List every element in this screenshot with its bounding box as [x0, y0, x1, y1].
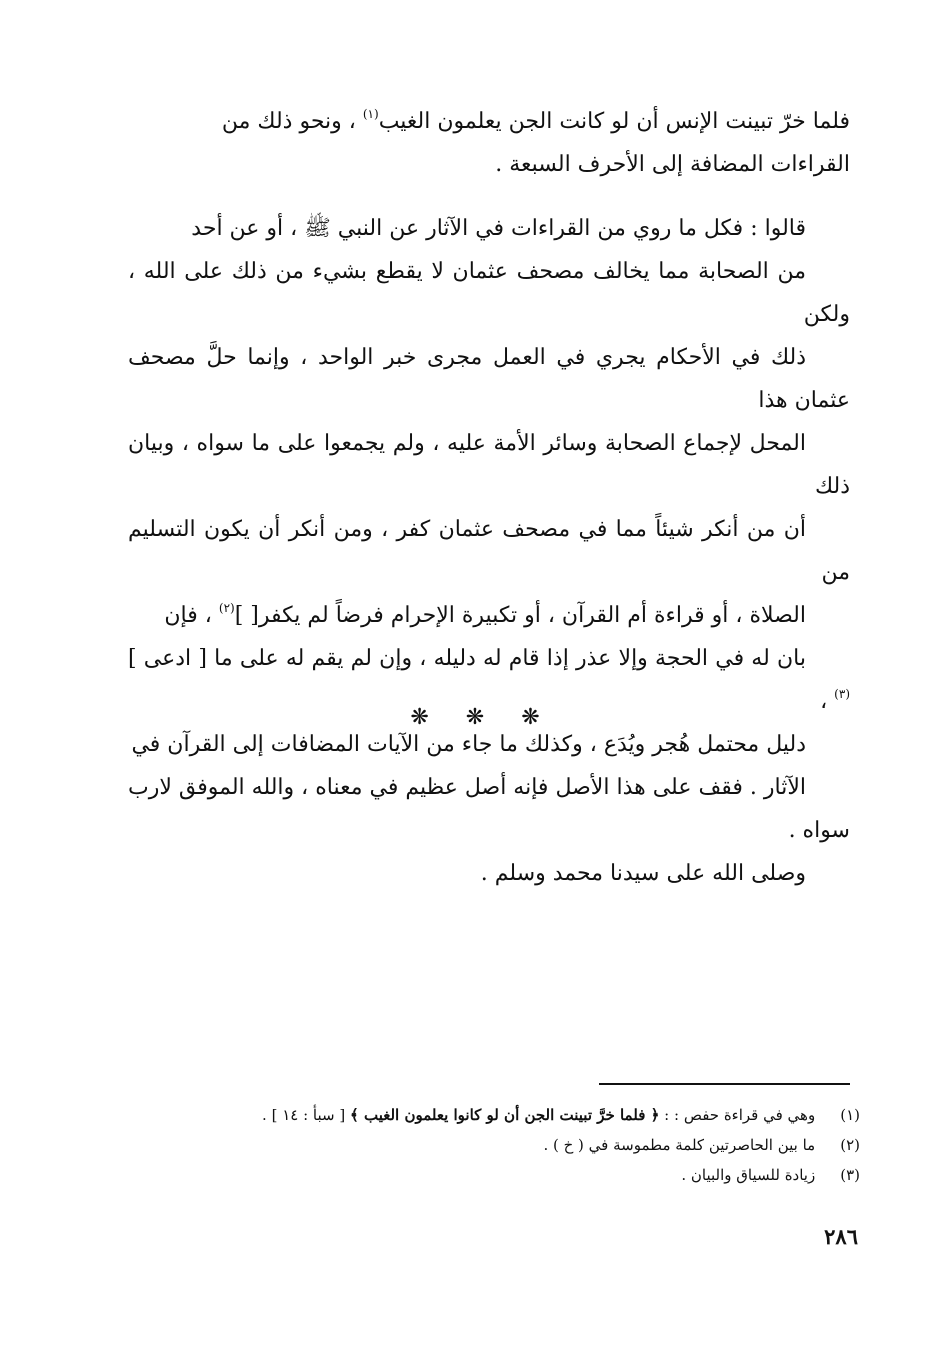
footnote-ref-1: (١) — [362, 107, 379, 121]
asterism-icon: ❋ — [410, 705, 429, 730]
text-line: المحل لإجماع الصحابة وسائر الأمة عليه ، ولم يجمعوا على ما سواه ، وبيان ذلك — [128, 431, 850, 499]
paragraph-1 — [128, 100, 850, 186]
footnote-ref-3: (٣) — [834, 687, 850, 701]
text-line: أن من أنكر شيئاً مما في مصحف عثمان كفر ، ومن أنكر أن يكون التسليم من — [128, 517, 850, 585]
text-line: القراءات المضافة إلى الأحرف السبعة . — [495, 152, 850, 177]
footnote-ref-2: (٢) — [218, 601, 235, 615]
footnote-1 — [128, 1100, 860, 1130]
quran-quote: ﴿ فلما خرَّ تبينت الجن أن لو كانوا يعلمون الغيب ﴾ — [349, 1106, 660, 1124]
footnote-number: (١) — [840, 1106, 860, 1124]
text-segment: ، ونحو ذلك من — [221, 109, 356, 134]
main-text — [128, 100, 850, 895]
text-line: وصلى الله على سيدنا محمد وسلم . — [480, 861, 806, 886]
footnote-text: ما بين الحاصرتين كلمة مطموسة في ( خ ) . — [543, 1136, 816, 1154]
footnote-citation: [ سبأ : ١٤ ] . — [262, 1106, 346, 1124]
asterism-icon: ❋ — [521, 705, 540, 730]
text-line: الآثار . فقف على هذا الأصل فإنه أصل عظيم في معناه ، والله الموفق لارب سواه . — [128, 775, 850, 843]
asterism-icon: ❋ — [465, 705, 485, 730]
text-line: من الصحابة مما يخالف مصحف عثمان لا يقطع بشيء من ذلك على الله ، ولكن — [128, 259, 850, 327]
text-line — [128, 100, 850, 143]
text-line: دليل محتمل هُجر ويُدَع ، وكذلك ما جاء من الآيات المضافات إلى القرآن في — [131, 732, 806, 757]
footnote-number: (٢) — [840, 1136, 860, 1154]
text-line — [128, 594, 850, 637]
page-number: ٢٨٦ — [824, 1224, 858, 1249]
text-segment: فلما خرّ تبينت الإنس أن لو كانت الجن يعلمون الغيب — [378, 109, 850, 134]
text-line: ذلك في الأحكام يجري في العمل مجرى خبر الواحد ، وإنما حلَّ مصحف عثمان هذا — [128, 345, 850, 413]
section-divider-ornament — [0, 705, 950, 730]
footnote-text: زيادة للسياق والبيان . — [681, 1166, 816, 1184]
footnote-3 — [128, 1160, 860, 1190]
footnote-2 — [128, 1130, 860, 1160]
footnotes — [128, 1100, 860, 1190]
text-segment: الصلاة ، أو قراءة أم القرآن ، أو تكبيرة الإحرام فرضاً لم يكفر[ ] — [234, 603, 806, 628]
paragraph-2 — [128, 207, 850, 895]
text-segment: ، فإن — [164, 603, 212, 628]
text-line: قالوا : فكل ما روي من القراءات في الآثار عن النبي ﷺ ، أو عن أحد — [191, 216, 806, 241]
text-segment: بان له في الحجة وإلا عذر إذا قام له دليله ، وإن لم يقم له على ما [ ادعى ] — [128, 646, 806, 671]
footnote-number: (٣) — [840, 1166, 860, 1184]
footnote-separator — [599, 1083, 850, 1085]
footnote-text: وهي في قراءة حفص : : — [664, 1106, 816, 1124]
text-segment: ، — [820, 689, 828, 714]
